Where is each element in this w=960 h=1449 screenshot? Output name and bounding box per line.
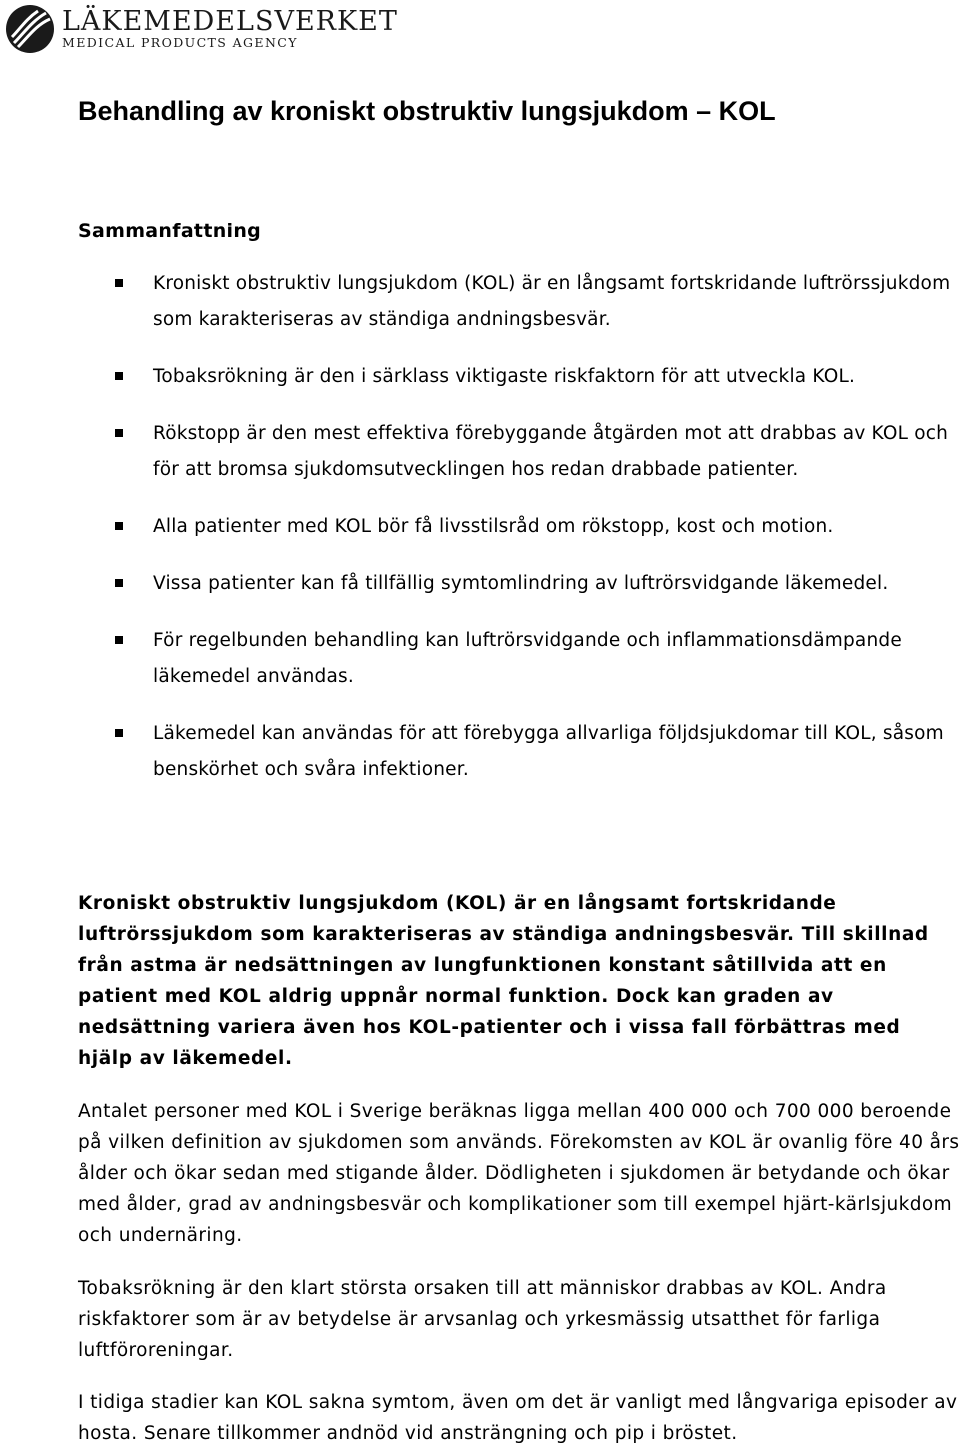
bullet-icon bbox=[115, 429, 123, 437]
summary-item bbox=[78, 623, 958, 695]
risk-paragraph: Tobaksrökning är den klart största orsaken till att människor drabbas av KOL. Andra riskfaktorer som är av betydelse är arvsanlag och yrkesmässig utsatthet för farliga luftföroreningar. bbox=[78, 1278, 887, 1361]
symptoms-paragraph: I tidiga stadier kan KOL sakna symtom, även om det är vanligt med långvariga episoder av hosta. Senare tillkommer andnöd vid ansträngning och pip i bröstet. bbox=[78, 1392, 958, 1444]
summary-item-text: Rökstopp är den mest effektiva förebyggande åtgärden mot att drabbas av KOL och för att bromsa sjukdomsutvecklingen hos redan drabbade patienter. bbox=[153, 423, 949, 480]
bullet-icon bbox=[115, 636, 123, 644]
logo-name: LÄKEMEDELSVERKET bbox=[62, 6, 398, 38]
bullet-icon bbox=[115, 279, 123, 287]
summary-item bbox=[78, 716, 958, 788]
summary-item-text: För regelbunden behandling kan luftrörsvidgande och inflammationsdämpande läkemedel användas. bbox=[153, 630, 902, 687]
summary-item bbox=[78, 509, 958, 545]
summary-item bbox=[78, 266, 958, 338]
summary-item bbox=[78, 566, 958, 602]
summary-item-text: Tobaksrökning är den i särklass viktigaste riskfaktorn för att utveckla KOL. bbox=[153, 366, 856, 387]
summary-item bbox=[78, 416, 958, 488]
bullet-icon bbox=[115, 522, 123, 530]
summary-item-text: Alla patienter med KOL bör få livsstilsråd om rökstopp, kost och motion. bbox=[153, 516, 834, 537]
bullet-icon bbox=[115, 372, 123, 380]
agency-logo-icon bbox=[4, 3, 56, 55]
summary-item-text: Läkemedel kan användas för att förebygga allvarliga följdsjukdomar till KOL, såsom benskörhet och svåra infektioner. bbox=[153, 723, 944, 780]
summary-item-text: Vissa patienter kan få tillfällig symtomlindring av luftrörsvidgande läkemedel. bbox=[153, 573, 889, 594]
logo-subtitle: MEDICAL PRODUCTS AGENCY bbox=[62, 35, 298, 51]
agency-logo bbox=[4, 4, 398, 54]
bullet-icon bbox=[115, 579, 123, 587]
intro-paragraph: Kroniskt obstruktiv lungsjukdom (KOL) är en långsamt fortskridande luftrörssjukdom som karakteriseras av ständiga andningsbesvär. Till skillnad från astma är nedsättningen av lungfunktionen konstant såtillvida att en patient med KOL aldrig uppnår normal funktion. Dock kan graden av nedsättning variera även hos KOL-patienter och i vissa fall förbättras med hjälp av läkemedel. bbox=[78, 893, 929, 1069]
page-title: Behandling av kroniskt obstruktiv lungsjukdom – KOL bbox=[78, 96, 776, 126]
summary-item bbox=[78, 359, 958, 395]
summary-item-text: Kroniskt obstruktiv lungsjukdom (KOL) är en långsamt fortskridande luftrörssjukdom som karakteriseras av ständiga andningsbesvär. bbox=[153, 273, 951, 330]
summary-heading: Sammanfattning bbox=[78, 220, 262, 242]
bullet-icon bbox=[115, 729, 123, 737]
summary-list bbox=[78, 266, 958, 809]
prevalence-paragraph: Antalet personer med KOL i Sverige beräknas ligga mellan 400 000 och 700 000 beroende på vilken definition av sjukdomen som används. Förekomsten av KOL är ovanlig före 40 års ålder och ökar sedan med stigande ålder. Dödligheten i sjukdomen är betydande och ökar med ålder, grad av andningsbesvär och komplikationer som till exempel hjärt-kärlsjukdom och undernäring. bbox=[78, 1101, 960, 1246]
